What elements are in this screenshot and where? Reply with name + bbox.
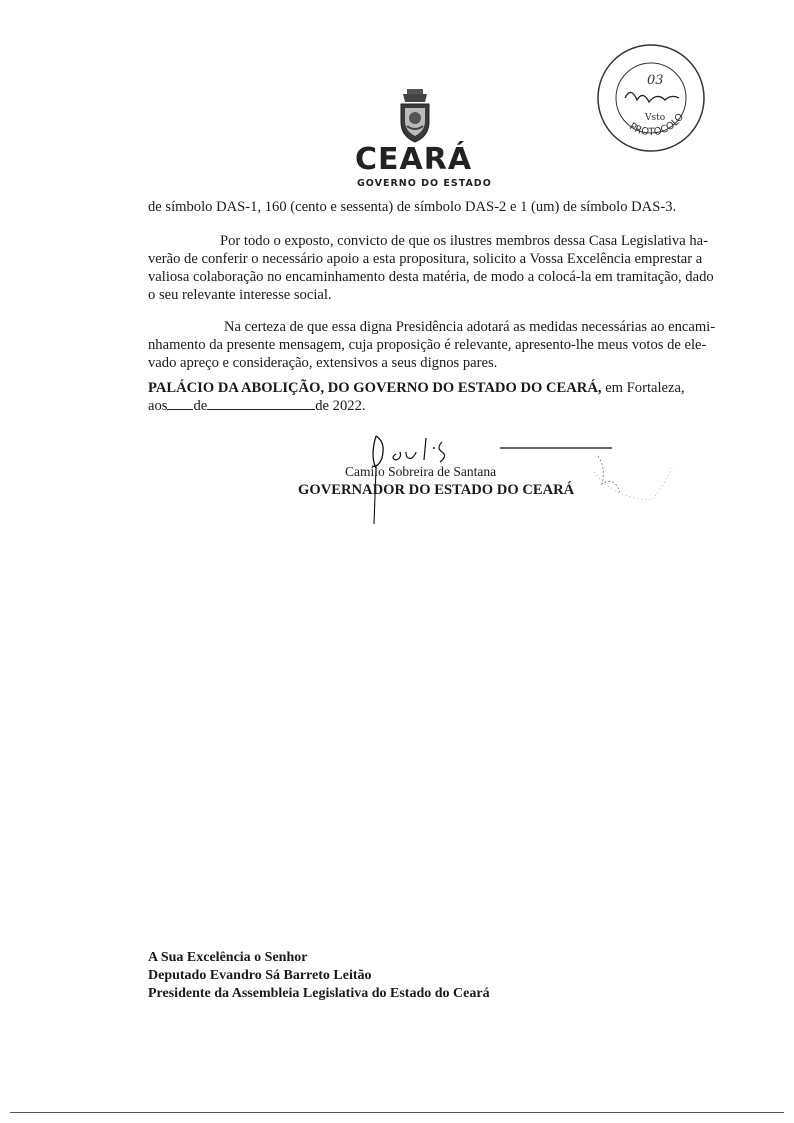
closing-bold: PALÁCIO DA ABOLIÇÃO, DO GOVERNO DO ESTADO DO CEARÁ, <box>148 380 602 396</box>
signatory-name: Camilo Sobreira de Santana <box>345 464 497 479</box>
logo-subtitle: GOVERNO DO ESTADO <box>357 178 492 189</box>
protocol-stamp <box>595 42 707 154</box>
p1-line: verão de conferir o necessário apoio a esta propositura, solicito a Vossa Excelência emprestar a <box>148 251 703 267</box>
stamp-top-text <box>595 42 707 45</box>
p1-line: o seu relevante interesse social. <box>148 287 332 303</box>
footer-divider <box>10 1112 784 1113</box>
paragraph-continuation: de símbolo DAS-1, 160 (cento e sessenta) de símbolo DAS-2 e 1 (um) de símbolo DAS-3. <box>148 199 677 215</box>
paragraph-1 <box>148 232 724 304</box>
date-de: de <box>193 398 208 414</box>
stamp-bottom-text: PROTOCOLO <box>627 111 687 139</box>
logo-title: CEARÁ <box>355 142 473 177</box>
ceara-coat-of-arms-icon <box>395 88 435 144</box>
paragraph-2 <box>148 318 724 372</box>
p1-line: Por todo o exposto, convicto de que os ilustres membros dessa Casa Legislativa ha- <box>220 233 708 249</box>
addressee-line: A Sua Excelência o Senhor <box>148 950 308 965</box>
stamp-handwritten: Vsto <box>645 113 666 123</box>
date-year: de 2022. <box>315 398 366 414</box>
date-line <box>148 398 366 415</box>
date-aos: aos <box>148 398 168 414</box>
p2-line: nhamento da presente mensagem, cuja proposição é relevante, apresento-lhe meus votos de ele- <box>148 337 707 353</box>
addressee-line: Deputado Evandro Sá Barreto Leitão <box>148 968 372 983</box>
stamp-number: 03 <box>647 73 664 88</box>
closing-place: em Fortaleza, <box>605 380 685 396</box>
signatory-title: GOVERNADOR DO ESTADO DO CEARÁ <box>298 482 575 498</box>
p1-line: valiosa colaboração no encaminhamento desta matéria, de modo a colocá-la em tramitação, dado <box>148 269 714 285</box>
closing-line <box>148 380 724 397</box>
p2-line: Na certeza de que essa digna Presidência adotará as medidas necessárias ao encami- <box>224 319 716 335</box>
p2-line: vado apreço e consideração, extensivos a seus dignos pares. <box>148 355 498 371</box>
addressee-line: Presidente da Assembleia Legislativa do Estado do Ceará <box>148 986 490 1001</box>
